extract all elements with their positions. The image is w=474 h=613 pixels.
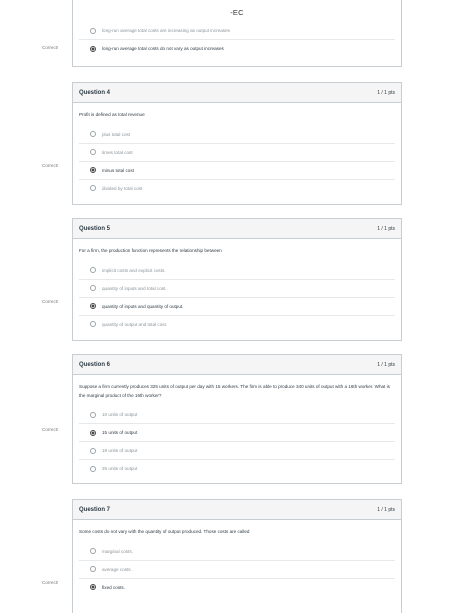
answer-option[interactable]	[79, 126, 395, 143]
answer-option-selected[interactable]	[79, 423, 395, 441]
answer-text: implicit costs and explicit costs.	[102, 267, 166, 273]
question-5-card	[72, 218, 402, 341]
answer-text: times total cost	[102, 149, 133, 155]
radio-button[interactable]	[90, 28, 96, 34]
answer-text: quantity of output and total cost.	[102, 321, 168, 327]
answer-option-selected[interactable]	[79, 578, 395, 596]
answer-text: quantity of inputs and quantity of output.	[102, 303, 184, 309]
answer-text: 10 units of output	[102, 412, 138, 417]
radio-button-selected[interactable]	[90, 303, 96, 309]
correct-label: Correct!	[42, 163, 59, 168]
answer-text: 15 units of output	[102, 430, 138, 435]
radio-button[interactable]	[90, 285, 96, 291]
question-3-partial	[72, 0, 402, 67]
question-points: 1 / 1 pts	[377, 506, 395, 513]
question-header	[73, 219, 401, 239]
answer-text: plus total cost	[102, 131, 131, 137]
question-prompt: Some costs do not vary with the quantity of output produced. Those costs are called	[79, 529, 250, 534]
answer-text: quantity of inputs and total cost.	[102, 285, 167, 291]
answer-text: 18 units of output	[102, 448, 138, 453]
answer-option[interactable]	[79, 441, 395, 459]
answer-option[interactable]	[79, 22, 395, 39]
question-header	[73, 355, 401, 375]
question-header	[73, 83, 401, 103]
page-header: -EC	[230, 8, 244, 17]
radio-button[interactable]	[90, 466, 96, 472]
correct-label: Correct!	[42, 45, 59, 50]
answer-text: 25 units of output	[102, 466, 138, 471]
answer-text: divided by total cost	[102, 185, 143, 191]
radio-button[interactable]	[90, 448, 96, 454]
radio-button-selected[interactable]	[90, 584, 96, 590]
answer-option[interactable]	[79, 315, 395, 333]
radio-button[interactable]	[90, 131, 96, 137]
answer-option[interactable]	[79, 279, 395, 297]
question-points: 1 / 1 pts	[377, 361, 395, 368]
radio-button[interactable]	[90, 412, 96, 418]
question-title: Question 7	[79, 506, 111, 513]
radio-button-selected[interactable]	[90, 167, 96, 173]
answer-option-selected[interactable]	[79, 161, 395, 179]
answer-text: average costs.	[102, 566, 132, 572]
radio-button[interactable]	[90, 566, 96, 572]
radio-button[interactable]	[90, 267, 96, 273]
question-prompt: Suppose a firm currently produces 325 units of output per day with 15 workers. The firm is able to produce 340 units of output with a 16th worker. What is the marginal product of the 16th worker?	[79, 384, 390, 398]
answer-option[interactable]	[79, 560, 395, 578]
question-points: 1 / 1 pts	[377, 225, 395, 232]
question-title: Question 5	[79, 225, 111, 232]
radio-button-selected[interactable]	[90, 430, 96, 436]
radio-button[interactable]	[90, 185, 96, 191]
answer-option[interactable]	[79, 262, 395, 279]
answer-option[interactable]	[79, 406, 395, 423]
answer-text: fixed costs.	[102, 584, 125, 590]
answer-option[interactable]	[79, 143, 395, 161]
answer-option[interactable]	[79, 459, 395, 477]
correct-label: Correct!	[42, 427, 59, 432]
question-prompt: Profit is defined as total revenue	[79, 112, 145, 117]
question-4-card	[72, 82, 402, 205]
question-title: Question 4	[79, 89, 111, 96]
radio-button[interactable]	[90, 149, 96, 155]
answer-text: marginal costs.	[102, 548, 133, 554]
answer-option[interactable]	[79, 543, 395, 560]
question-points: 1 / 1 pts	[377, 89, 395, 96]
question-7-card	[72, 499, 402, 613]
answer-text: long-run average total costs are increasing as output increases	[102, 28, 230, 33]
question-title: Question 6	[79, 361, 111, 368]
correct-label: Correct!	[42, 580, 59, 585]
radio-button[interactable]	[90, 548, 96, 554]
answer-option[interactable]	[79, 179, 395, 197]
question-6-card	[72, 354, 402, 484]
correct-label: Correct!	[42, 299, 59, 304]
question-header	[73, 500, 401, 520]
answer-text: long-run average total costs do not vary as output increases	[102, 46, 224, 51]
answer-option-selected[interactable]	[79, 39, 395, 57]
answer-text: minus total cost	[102, 167, 134, 173]
question-prompt: For a firm, the production function represents the relationship between	[79, 248, 222, 253]
radio-button[interactable]	[90, 321, 96, 327]
radio-button-selected[interactable]	[90, 46, 96, 52]
answer-option-selected[interactable]	[79, 297, 395, 315]
